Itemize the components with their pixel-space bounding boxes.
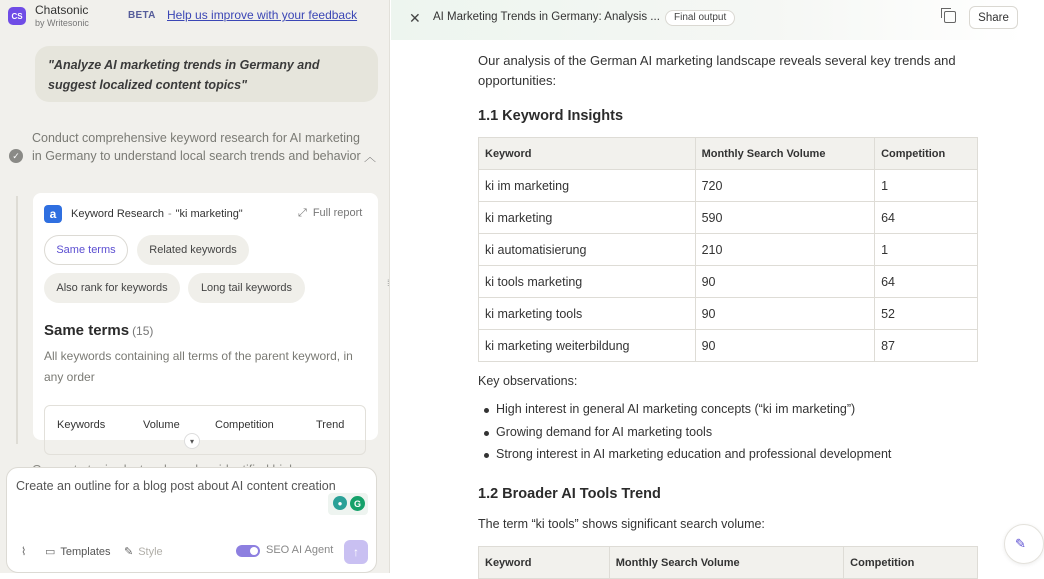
pill-also-rank-for[interactable]: Also rank for keywords xyxy=(44,273,180,303)
attach-button[interactable] xyxy=(21,545,31,558)
cell-volume: 90 xyxy=(695,330,875,362)
section-ai-tools-title: 1.2 Broader AI Tools Trend xyxy=(478,486,661,502)
table-row xyxy=(479,298,978,330)
cell-competition: 52 xyxy=(875,298,978,330)
table-row xyxy=(479,202,978,234)
message-composer xyxy=(6,467,377,573)
feedback-link[interactable]: Help us improve with your feedback xyxy=(167,8,358,22)
pill-same-terms[interactable]: Same terms xyxy=(44,235,128,265)
th-monthly-search-volume: Monthly Search Volume xyxy=(695,138,875,170)
section-keyword-insights-title: 1.1 Keyword Insights xyxy=(478,108,624,124)
document-body xyxy=(478,40,998,573)
cell-keyword: ki marketing weiterbildung xyxy=(479,330,696,362)
cell-competition: 1 xyxy=(875,234,978,266)
brush-icon: ✎ xyxy=(124,546,134,558)
th-competition: Competition xyxy=(844,547,978,579)
ai-assist-button[interactable] xyxy=(1004,524,1044,564)
chevron-down-icon[interactable]: ▾ xyxy=(184,433,200,449)
th-keywords[interactable]: Keywords xyxy=(57,419,106,431)
cell-competition: 64 xyxy=(875,266,978,298)
ai-tools-table xyxy=(478,546,978,579)
th-competition[interactable]: Competition xyxy=(215,419,274,431)
table-header-row xyxy=(479,547,978,579)
section-count: (15) xyxy=(132,324,154,338)
th-competition: Competition xyxy=(875,138,978,170)
chat-panel xyxy=(0,0,390,573)
seo-agent-label: SEO AI Agent xyxy=(266,544,334,556)
message-input[interactable] xyxy=(16,479,356,493)
list-item: High interest in general AI marketing concepts (“ki im marketing”) xyxy=(478,402,891,425)
full-report-button[interactable] xyxy=(298,207,362,220)
extension-icons xyxy=(328,493,368,515)
cell-volume: 90 xyxy=(695,298,875,330)
ai-tools-paragraph: The term “ki tools” shows significant search volume: xyxy=(478,517,765,531)
chevron-up-icon[interactable]: ︿ xyxy=(364,150,377,164)
app-byline: by Writesonic xyxy=(35,18,89,28)
document-header xyxy=(391,0,1024,40)
cell-keyword: ki marketing xyxy=(479,202,696,234)
chatsonic-logo[interactable]: CS xyxy=(8,7,26,25)
th-keyword: Keyword xyxy=(479,547,610,579)
folder-icon: ▭ xyxy=(45,546,56,558)
full-report-label: Full report xyxy=(312,207,363,219)
section-heading xyxy=(44,322,153,339)
th-monthly-search-volume: Monthly Search Volume xyxy=(609,547,843,579)
pen-icon: ✎ xyxy=(1015,536,1026,551)
cell-keyword: ki im marketing xyxy=(479,170,696,202)
research-step-text[interactable]: Conduct comprehensive keyword research for AI marketing in Germany to understand local search trends and behavior xyxy=(32,131,361,163)
app-name: Chatsonic xyxy=(35,3,89,17)
cell-keyword: ki tools marketing xyxy=(479,266,696,298)
th-keyword: Keyword xyxy=(479,138,696,170)
close-icon[interactable]: ✕ xyxy=(409,10,421,26)
send-button[interactable] xyxy=(344,540,368,564)
tool-name: Keyword Research xyxy=(71,208,164,220)
section-description: All keywords containing all terms of the parent keyword, in any order xyxy=(44,349,353,384)
check-circle-icon: ✓ xyxy=(9,149,23,163)
observations-list xyxy=(478,402,891,470)
cell-keyword: ki automatisierung xyxy=(479,234,696,266)
keyword-insights-table xyxy=(478,137,978,362)
table-header-row xyxy=(479,138,978,170)
seo-agent-toggle[interactable] xyxy=(236,545,260,557)
cell-volume: 590 xyxy=(695,202,875,234)
top-bar xyxy=(0,0,390,34)
table-row xyxy=(479,234,978,266)
cell-competition: 64 xyxy=(875,202,978,234)
card-title xyxy=(71,208,243,220)
query-text: "ki marketing" xyxy=(175,208,243,220)
list-item: Strong interest in AI marketing education and professional development xyxy=(478,447,891,470)
grammarly-icon[interactable]: G xyxy=(350,496,365,511)
style-label: Style xyxy=(138,545,163,558)
keyword-research-card xyxy=(33,193,378,440)
cell-volume: 720 xyxy=(695,170,875,202)
intro-paragraph: Our analysis of the German AI marketing landscape reveals several key trends and opportunities: xyxy=(478,53,956,88)
cell-keyword: ki marketing tools xyxy=(479,298,696,330)
resize-handle-icon[interactable]: ⁞ xyxy=(387,278,390,288)
cell-competition: 87 xyxy=(875,330,978,362)
final-output-badge: Final output xyxy=(665,10,735,26)
paperclip-icon: ⌇ xyxy=(21,546,27,558)
list-item: Growing demand for AI marketing tools xyxy=(478,425,891,448)
beta-badge: BETA xyxy=(128,10,156,21)
cell-volume: 210 xyxy=(695,234,875,266)
ahrefs-icon: a xyxy=(44,205,62,223)
pill-related-keywords[interactable]: Related keywords xyxy=(137,235,249,265)
table-row xyxy=(479,266,978,298)
table-row xyxy=(479,170,978,202)
observations-title: Key observations: xyxy=(478,374,578,388)
style-button[interactable] xyxy=(124,545,163,558)
th-trend[interactable]: Trend xyxy=(316,419,345,431)
pill-long-tail-keywords[interactable]: Long tail keywords xyxy=(188,273,305,303)
th-volume[interactable]: Volume xyxy=(143,419,180,431)
cell-volume: 90 xyxy=(695,266,875,298)
arrow-up-icon: ↑ xyxy=(353,545,359,559)
templates-button[interactable] xyxy=(45,545,111,558)
section-title: Same terms xyxy=(44,322,130,339)
expand-icon: ⤢ xyxy=(298,207,307,219)
title-separator: - xyxy=(167,208,172,220)
templates-label: Templates xyxy=(60,545,111,558)
user-prompt-bubble: "Analyze AI marketing trends in Germany and suggest localized content topics" xyxy=(35,46,378,102)
copy-icon[interactable] xyxy=(944,11,956,23)
cell-competition: 1 xyxy=(875,170,978,202)
document-title: AI Marketing Trends in Germany: Analysis ... xyxy=(433,11,660,23)
table-row xyxy=(479,330,978,362)
lightbulb-icon[interactable]: ● xyxy=(333,496,347,510)
keywords-table xyxy=(44,405,366,455)
share-button[interactable]: Share xyxy=(969,6,1018,29)
step-rail xyxy=(16,196,18,444)
